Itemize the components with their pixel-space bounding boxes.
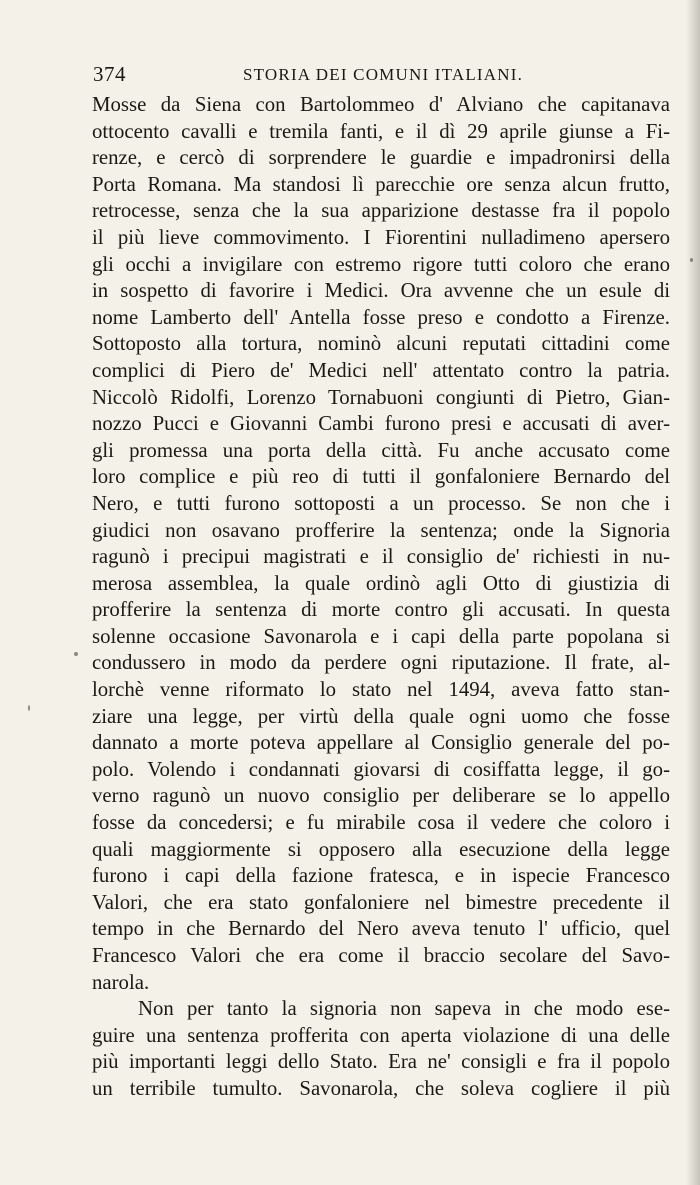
text-line: narola. bbox=[92, 970, 150, 994]
text-line: ottocento cavalli e tremila fanti, e il dì 29 aprile giunse a Fi- bbox=[92, 119, 670, 143]
text-line: merosa assemblea, la quale ordinò agli Otto di giustizia di bbox=[92, 571, 670, 595]
text-line: furono i capi della fazione fratesca, e in ispecie Francesco bbox=[92, 864, 670, 888]
text-line: condussero in modo da perdere ogni riputazione. Il frate, al- bbox=[92, 651, 670, 675]
text-line: loro complice e più reo di tutti il gonfaloniere Bernardo del bbox=[92, 465, 670, 489]
text-line: giudici non osavano profferire la sentenza; onde la Signoria bbox=[92, 518, 670, 542]
text-line: nozzo Pucci e Giovanni Cambi furono presi e accusati di aver- bbox=[92, 412, 670, 436]
text-line: nome Lamberto dell' Antella fosse preso e condotto a Firenze. bbox=[92, 305, 670, 329]
page-number: 374 bbox=[93, 62, 126, 86]
page-edge-shadow bbox=[686, 0, 700, 1185]
text-line: Porta Romana. Ma standosi lì parecchie ore senza alcun frutto, bbox=[92, 172, 670, 196]
text-line: quali maggiormente si opposero alla esecuzione della legge bbox=[92, 837, 670, 861]
paragraph-1 bbox=[92, 92, 670, 996]
paper-speck bbox=[28, 705, 30, 711]
text-line: tempo in che Bernardo del Nero aveva tenuto l' ufficio, quel bbox=[92, 917, 670, 941]
paper-speck bbox=[74, 652, 78, 656]
text-line: fosse da concedersi; e fu mirabile cosa il vedere che coloro i bbox=[92, 811, 670, 835]
text-line: Nero, e tutti furono sottoposti a un processo. Se non che i bbox=[92, 491, 670, 515]
text-line: più importanti leggi dello Stato. Era ne' consigli e fra il popolo bbox=[92, 1050, 670, 1074]
text-line: in sospetto di favorire i Medici. Ora avvenne che un esule di bbox=[92, 279, 670, 303]
body-text bbox=[92, 92, 670, 1103]
text-line: lorchè venne riformato lo stato nel 1494, aveva fatto stan- bbox=[92, 678, 670, 702]
paragraph-2 bbox=[92, 996, 670, 1102]
text-line: gli occhi a invigilare con estremo rigore tutti coloro che erano bbox=[92, 252, 670, 276]
text-line: gli promessa una porta della città. Fu anche accusato come bbox=[92, 438, 670, 462]
text-line: solenne occasione Savonarola e i capi della parte popolana si bbox=[92, 624, 670, 648]
text-line: Non per tanto la signoria non sapeva in che modo ese- bbox=[138, 997, 670, 1021]
text-line: verno ragunò un nuovo consiglio per deliberare se lo appello bbox=[92, 784, 670, 808]
text-line: retrocesse, senza che la sua apparizione destasse fra il popolo bbox=[92, 199, 670, 223]
text-line: Niccolò Ridolfi, Lorenzo Tornabuoni congiunti di Pietro, Gian- bbox=[92, 385, 670, 409]
text-line: Sottoposto alla tortura, nominò alcuni reputati cittadini come bbox=[92, 332, 670, 356]
text-line: il più lieve commovimento. I Fiorentini nulladimeno apersero bbox=[92, 225, 670, 249]
text-line: un terribile tumulto. Savonarola, che soleva cogliere il più bbox=[92, 1076, 670, 1100]
text-line: Mosse da Siena con Bartolommeo d' Alviano che capitanava bbox=[92, 93, 670, 116]
running-head bbox=[93, 62, 668, 88]
text-line: profferire la sentenza di morte contro gli accusati. In questa bbox=[92, 598, 670, 622]
text-line: ragunò i precipui magistrati e il consiglio de' richiesti in nu- bbox=[92, 545, 670, 569]
text-line: guire una sentenza profferita con aperta violazione di una delle bbox=[92, 1023, 670, 1047]
text-line: Francesco Valori che era come il braccio secolare del Savo- bbox=[92, 944, 670, 967]
text-line: renze, e cercò di sorprendere le guardie e impadronirsi della bbox=[92, 146, 670, 170]
text-line: ziare una legge, per virtù della quale ogni uomo che fosse bbox=[92, 704, 670, 728]
text-line: Valori, che era stato gonfaloniere nel bimestre precedente il bbox=[92, 890, 670, 914]
running-title: STORIA DEI COMUNI ITALIANI. bbox=[243, 65, 524, 84]
text-line: dannato a morte poteva appellare al Consiglio generale del po- bbox=[92, 731, 670, 755]
text-line: polo. Volendo i condannati giovarsi di cosiffatta legge, il go- bbox=[92, 757, 670, 781]
text-line: complici di Piero de' Medici nell' attentato contro la patria. bbox=[92, 358, 670, 382]
